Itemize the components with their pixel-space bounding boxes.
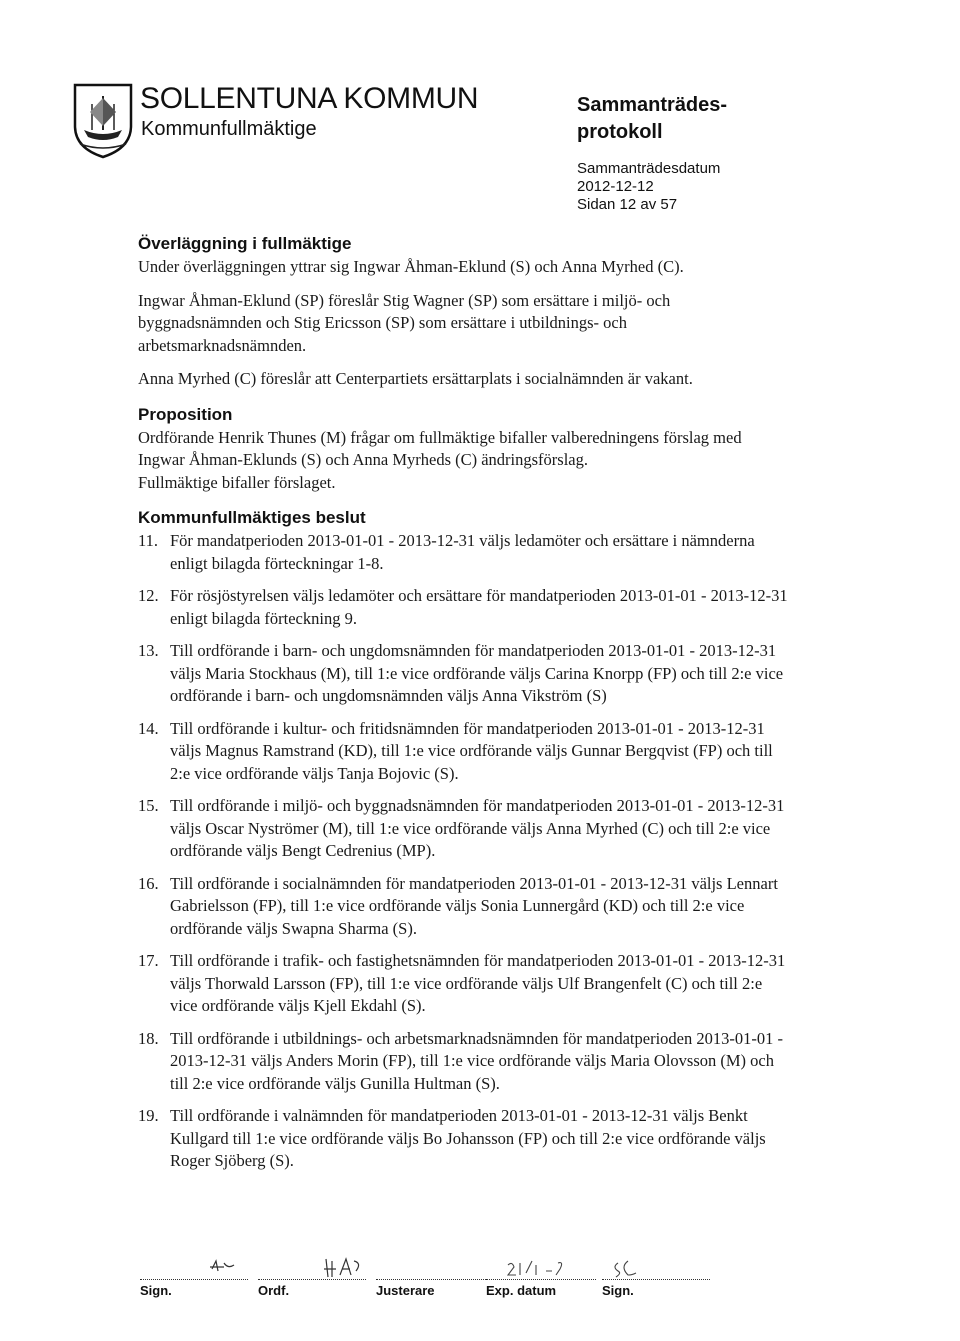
decision-text: Till ordförande i trafik- och fastighetsnämnden för mandatperioden 2013-01-01 - 2013-12-31 väljs Thorwald Larsson (FP), till 1:e vice ordförande väljs Ulf Brangenfelt (C) och till 2:e vice ordförande väljs Kjell Ekdahl (S). <box>170 951 786 1015</box>
signature-field-sign-1 <box>140 1255 248 1298</box>
signature-label: Exp. datum <box>486 1283 557 1298</box>
decision-item <box>138 530 788 575</box>
handwritten-initials-image <box>602 1255 710 1281</box>
deliberation-paragraph: Under överläggningen yttrar sig Ingwar Åhman-Eklund (S) och Anna Myrhed (C). <box>138 257 684 276</box>
coat-of-arms-logo <box>72 82 134 160</box>
proposition-paragraph: Fullmäktige bifaller förslaget. <box>138 472 336 492</box>
decision-number: 15. <box>138 796 159 815</box>
decision-item <box>138 1028 788 1096</box>
decision-text: För mandatperioden 2013-01-01 - 2013-12-31 väljs ledamöter och ersättare i nämnderna enligt bilagda förteckningar 1-8. <box>170 531 755 573</box>
signature-label: Sign. <box>602 1283 634 1298</box>
signature-field-sign-2 <box>602 1255 710 1298</box>
decision-text: Till ordförande i utbildnings- och arbetsmarknadsnämnden för mandatperioden 2013-01-01 - 2013-12-31 väljs Anders Morin (FP), till 1:e vice ordförande väljs Maria Olovsson (M) och till 2:e vice ordförande väljs Gunilla Hultman (S). <box>170 1028 783 1093</box>
decision-item <box>138 718 788 786</box>
signature-label: Sign. <box>140 1283 172 1298</box>
page-info: Sidan 12 av 57 <box>577 196 678 213</box>
section-heading-proposition: Proposition <box>138 404 233 424</box>
signature-label: Ordf. <box>258 1283 290 1298</box>
section-heading-decision: Kommunfullmäktiges beslut <box>138 508 366 527</box>
decision-item <box>138 585 788 630</box>
signature-field-exp-date <box>486 1255 596 1298</box>
decision-number: 11. <box>138 531 159 550</box>
decision-text: Till ordförande i miljö- och byggnadsnämnden för mandatperioden 2013-01-01 - 2013-12-31 väljs Oscar Nyströmer (M), till 1:e vice ordförande väljs Anna Myrhed (C) och till 2:e vice ordförande väljs Bengt Cedrenius (MP). <box>170 796 785 860</box>
decision-number: 14. <box>138 718 159 738</box>
signature-label: Justerare <box>376 1283 435 1298</box>
handwritten-initials-image <box>258 1255 366 1281</box>
decision-text: Till ordförande i barn- och ungdomsnämnden för mandatperioden 2013-01-01 - 2013-12-31 väljs Maria Stockhaus (M), till 1:e vice ordförande väljs Carina Knorpp (FP) och till 2:e vice ordförande i barn- och ungdomsnämnden väljs Anna Vikström (S) <box>170 641 784 705</box>
meeting-meta <box>577 160 720 214</box>
decision-number: 17. <box>138 951 159 970</box>
decision-item <box>138 950 788 1018</box>
section-heading-deliberation: Överläggning i fullmäktige <box>138 234 352 253</box>
decision-number: 19. <box>138 1106 159 1125</box>
meeting-date-label: Sammanträdesdatum <box>577 160 721 177</box>
decision-list <box>138 530 788 1173</box>
meeting-date-value: 2012-12-12 <box>577 178 654 195</box>
document-body <box>138 232 788 1183</box>
document-type-line1: Sammanträdes- <box>577 94 728 116</box>
deliberation-paragraph: Ingwar Åhman-Eklund (SP) föreslår Stig Wagner (SP) som ersättare i miljö- och byggnadsnämnden och Stig Ericsson (SP) som ersättare i utbildnings- och arbetsmarknadsnämnden. <box>138 290 671 355</box>
handwritten-initials-image <box>140 1255 248 1281</box>
decision-text: Till ordförande i valnämnden för mandatperioden 2013-01-01 - 2013-12-31 väljs Benkt Kullgard till 1:e vice ordförande väljs Bo Johansson (FP) och till 2:e vice ordförande väljs Roger Sjöberg (S). <box>170 1106 766 1170</box>
deliberation-paragraph: Anna Myrhed (C) föreslår att Centerpartiets ersättarplats i socialnämnden är vakant. <box>138 369 693 388</box>
decision-number: 12. <box>138 586 159 605</box>
decision-number: 13. <box>138 641 159 660</box>
handwritten-date-image <box>486 1255 596 1281</box>
decision-item <box>138 795 788 863</box>
document-type-line2: protokoll <box>577 121 663 143</box>
proposition-paragraph: Ordförande Henrik Thunes (M) frågar om fullmäktige bifaller valberedningens förslag med Ingwar Åhman-Eklunds (S) och Anna Myrheds (C) ändringsförslag. <box>138 427 742 469</box>
organization-name: SOLLENTUNA KOMMUN <box>140 82 479 115</box>
decision-text: Till ordförande i socialnämnden för mandatperioden 2013-01-01 - 2013-12-31 väljs Lennart Gabrielsson (FP), till 1:e vice ordförande väljs Sonia Lunnergård (KD) och till 2:e vice ordförande väljs Swapna Sharma (S). <box>170 873 778 938</box>
decision-item <box>138 1105 788 1173</box>
signature-field-chair <box>258 1255 366 1298</box>
decision-number: 18. <box>138 1028 159 1048</box>
decision-text: Till ordförande i kultur- och fritidsnämnden för mandatperioden 2013-01-01 - 2013-12-31 väljs Magnus Ramstrand (KD), till 1:e vice ordförande väljs Gunnar Bergqvist (FP) och till 2:e vice ordförande väljs Tanja Bojovic (S). <box>170 718 773 783</box>
signature-line <box>376 1255 486 1280</box>
decision-text: För rösjöstyrelsen väljs ledamöter och ersättare för mandatperioden 2013-01-01 - 2013-12-31 enligt bilagda förteckning 9. <box>170 586 788 628</box>
document-type <box>577 92 727 146</box>
decision-item <box>138 640 788 708</box>
organization-subtitle: Kommunfullmäktige <box>141 118 317 140</box>
signature-field-adjuster <box>376 1255 486 1298</box>
decision-number: 16. <box>138 873 159 893</box>
signature-footer <box>140 1255 860 1298</box>
decision-item <box>138 873 788 941</box>
